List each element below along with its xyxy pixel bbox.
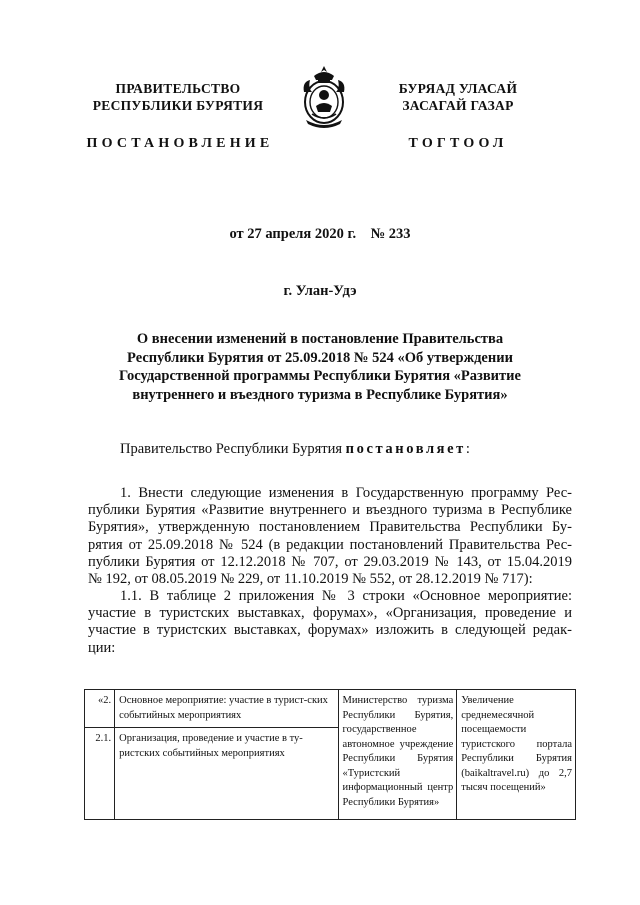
- coat-of-arms-icon: [296, 62, 352, 128]
- government-name-ru: [78, 80, 278, 114]
- item-1-line: 1. Внести следующие изменения в Государственную программу Рес-: [120, 485, 572, 501]
- item-1-line: публики Бурятия от 12.12.2018 № 707, от 29.03.2019 № 143, от 15.04.2019: [88, 553, 572, 570]
- header-right-line2: ЗАСАГАЙ ГАЗАР: [402, 98, 514, 113]
- item-1-paragraph: [88, 485, 572, 588]
- amendment-table: [84, 689, 576, 820]
- item-1-1-line: участие в туристских выставках, форумах», «Организация, проведение и: [88, 605, 572, 622]
- table-cell-executor: Министерство туризма Республики Бурятия, государственное автономное учреждение Республики Бурятия «Туристский информационный центр Республики Бурятия»: [338, 690, 457, 820]
- city: г. Улан-Удэ: [283, 283, 357, 299]
- table-row: [85, 690, 576, 728]
- title-line: Республики Бурятия от 25.09.2018 № 524 «Об утверждении: [127, 349, 513, 366]
- table-cell-indicator: Увеличение среднемесячной посещаемости туристского портала Республики Бурятия (baikaltravel.ru) до 2,7 тысяч посещений»: [457, 690, 576, 820]
- item-1-line: рятия от 25.09.2018 № 524 (в редакции постановлений Правительства Рес-: [88, 536, 572, 553]
- date-number: от 27 апреля 2020 г. № 233: [229, 226, 411, 242]
- item-1-1-line: ции:: [88, 639, 116, 656]
- preamble-colon: :: [465, 441, 470, 457]
- item-1-1-paragraph: [88, 588, 572, 657]
- item-1-1-line: участие в туристских выставках, форумах» изложить в следующей редак-: [88, 622, 572, 639]
- item-1-1-line: 1.1. В таблице 2 приложения № 3 строки «Основное мероприятие:: [120, 588, 572, 604]
- government-name-bua: [378, 80, 538, 114]
- table-cell-activity: Организация, проведение и участие в ту-ристских событийных мероприятиях: [115, 728, 338, 820]
- item-1-line: Бурятия», утвержденную постановлением Правительства Республики Бу-: [88, 519, 572, 536]
- doc-type-bua: ТОГТООЛ: [408, 136, 508, 151]
- preamble-verb: постановляет: [345, 441, 466, 457]
- document-title: [0, 330, 640, 404]
- preamble: [120, 441, 470, 458]
- item-1-line: публики Бурятия «Развитие внутреннего и въездного туризма в Республике: [88, 502, 572, 519]
- title-line: О внесении изменений в постановление Правительства: [136, 331, 504, 347]
- header-left-line1: ПРАВИТЕЛЬСТВО: [115, 81, 241, 96]
- table-cell-number: 2.1.: [85, 728, 115, 820]
- doc-type-ru: ПОСТАНОВЛЕНИЕ: [86, 136, 274, 151]
- table-cell-activity: Основное мероприятие: участие в турист-ских событийных мероприятиях: [115, 690, 338, 728]
- title-line: внутреннего и въездного туризма в Республике Бурятия»: [132, 386, 508, 403]
- item-1-line: № 192, от 08.05.2019 № 229, от 11.10.2019 № 552, от 28.12.2019 № 717):: [88, 571, 533, 588]
- header-left-line2: РЕСПУБЛИКИ БУРЯТИЯ: [92, 98, 264, 113]
- title-line: Государственной программы Республики Бурятия «Развитие: [119, 368, 521, 384]
- header-right-line1: БУРЯАД УЛАСАЙ: [398, 81, 518, 96]
- preamble-text: Правительство Республики Бурятия: [120, 441, 346, 457]
- table-cell-number: «2.: [85, 690, 115, 728]
